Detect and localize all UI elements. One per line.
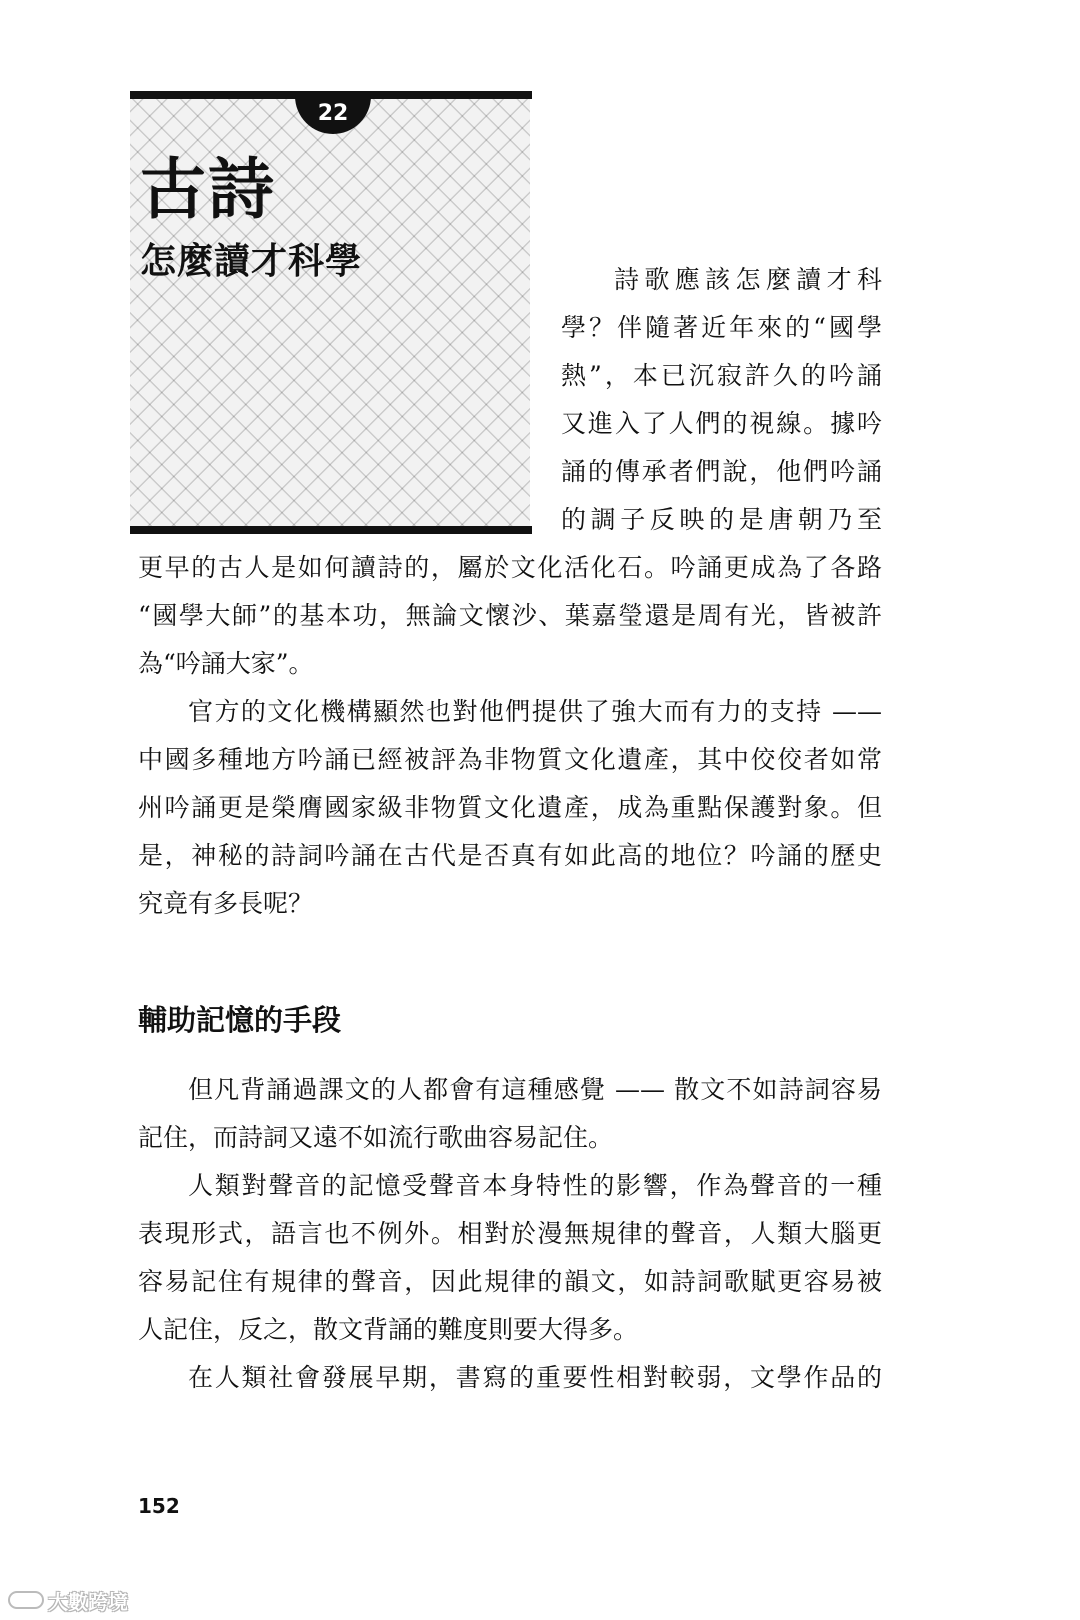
body-line: 為“吟誦大家”。 [138,649,314,678]
body-line: “國學大師”的基本功，無論文懷沙、葉嘉瑩還是周有光，皆被許 [138,601,882,630]
body-line: 人記住，反之，散文背誦的難度則要大得多。 [138,1315,639,1344]
body-line: 在人類社會發展早期，書寫的重要性相對較弱，文學作品的 [188,1363,882,1392]
chapter-number-badge: 22 [295,92,371,134]
body-line: 是，神秘的詩詞吟誦在古代是否真有如此高的地位？吟誦的歷史 [138,841,882,870]
body-line: 表現形式，語言也不例外。相對於漫無規律的聲音，人類大腦更 [138,1219,882,1248]
body-line: 誦的傳承者們說，他們吟誦 [561,457,882,486]
chapter-header-bottom-rule [130,526,532,534]
chapter-title: 古詩 [140,151,276,228]
body-line: 容易記住有規律的聲音，因此規律的韻文，如詩詞歌賦更容易被 [138,1267,882,1296]
body-line: 更早的古人是如何讀詩的，屬於文化活化石。吟誦更成為了各路 [138,553,882,582]
body-line: 但凡背誦過課文的人都會有這種感覺 —— 散文不如詩詞容易 [188,1075,882,1104]
body-line: 又進入了人們的視線。據吟 [561,409,882,438]
chapter-subtitle: 怎麼讀才科學 [140,241,363,282]
body-line: 學？伴隨著近年來的“國學 [561,313,882,342]
page-number: 152 [138,1494,180,1518]
body-line: 人類對聲音的記憶受聲音本身特性的影響，作為聲音的一種 [188,1171,882,1200]
body-line: 的調子反映的是唐朝乃至 [561,505,882,534]
body-line: 官方的文化機構顯然也對他們提供了強大而有力的支持 —— [188,697,882,726]
body-line: 記住，而詩詞又遠不如流行歌曲容易記住。 [138,1123,614,1152]
body-line: 熱”，本已沉寂許久的吟誦 [561,361,882,390]
section-heading: 輔助記憶的手段 [138,1003,342,1037]
watermark-text: 大數跨境 [48,1589,128,1614]
watermark [8,1586,128,1614]
body-line: 詩歌應該怎麼讀才科 [614,265,882,294]
body-line: 究竟有多長呢？ [138,889,314,918]
body-line: 中國多種地方吟誦已經被評為非物質文化遺產，其中佼佼者如常 [138,745,882,774]
watermark-logo-icon [8,1591,44,1609]
body-line: 州吟誦更是榮膺國家級非物質文化遺產，成為重點保護對象。但 [138,793,882,822]
